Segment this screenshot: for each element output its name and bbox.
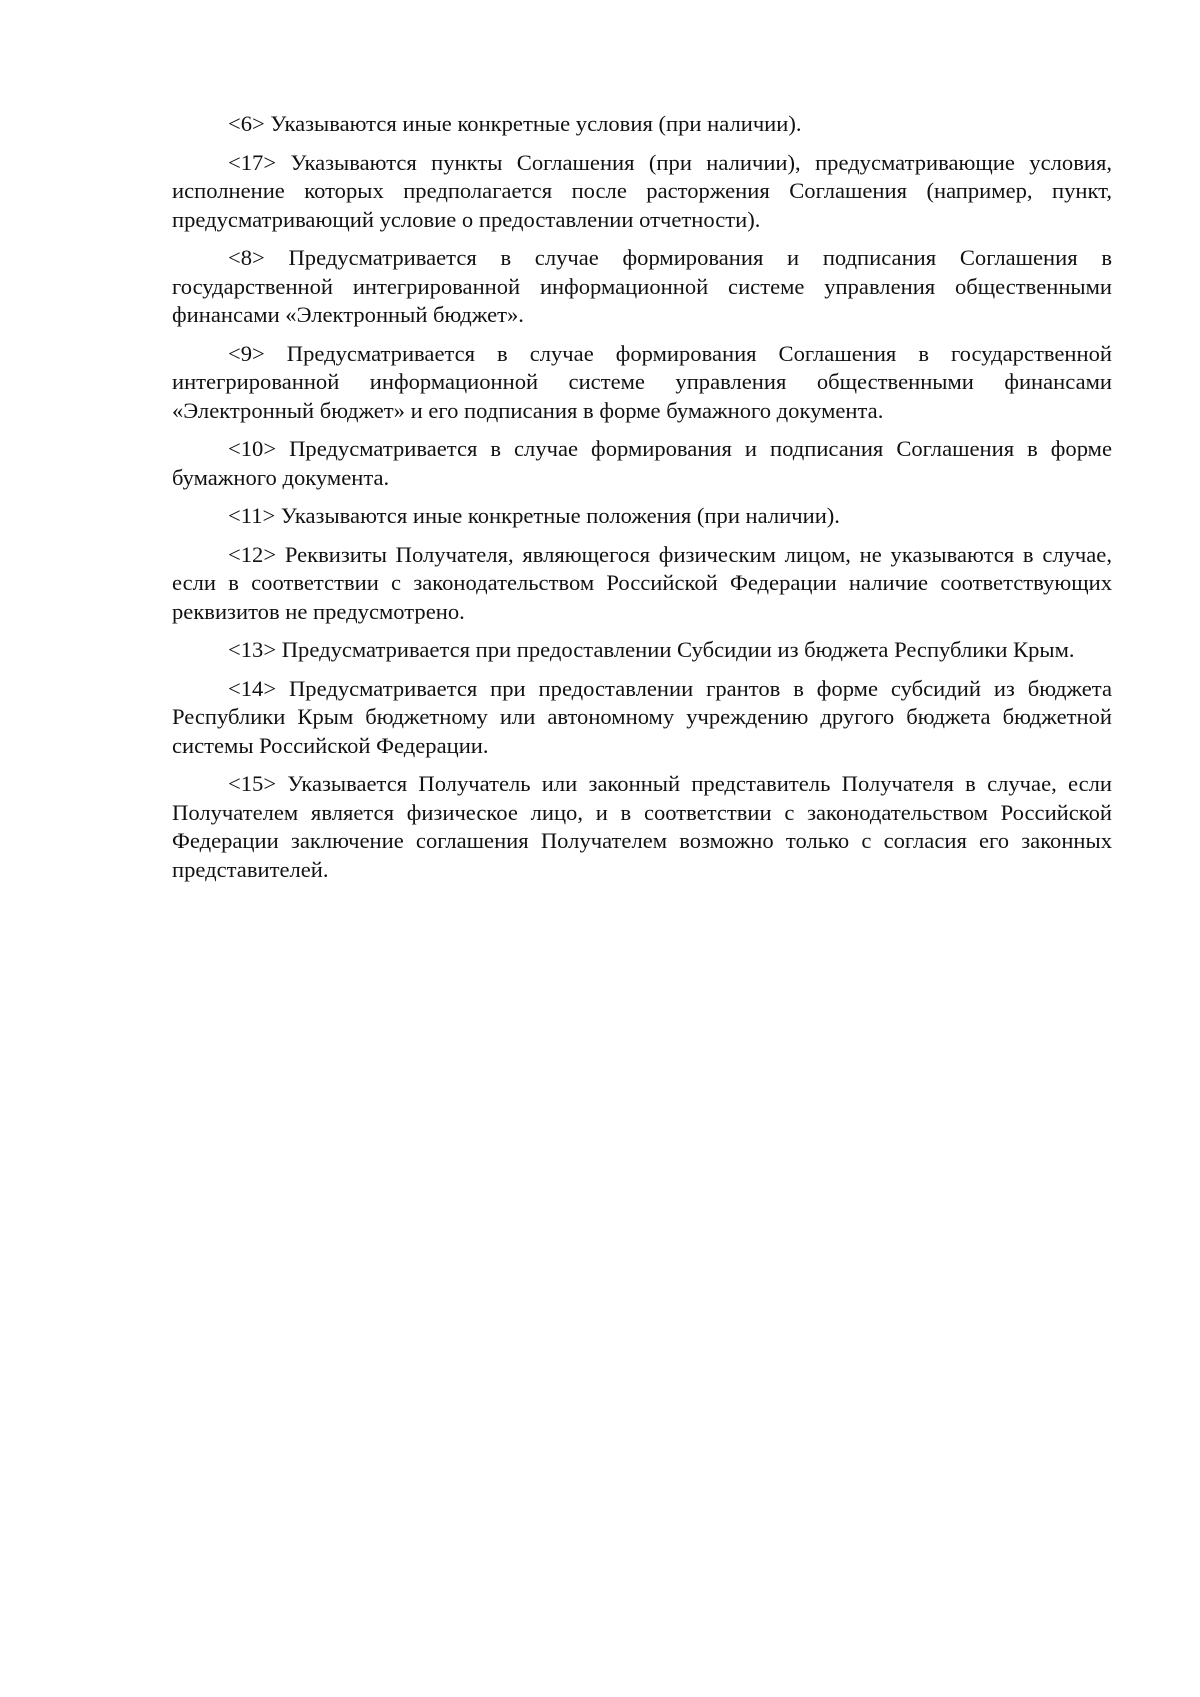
- footnote-11: <11> Указываются иные конкретные положения (при наличии).: [228, 503, 840, 528]
- footnote-15: <15> Указывается Получатель или законный представитель Получателя в случае, если Получателем является физическое лицо, и в соответствии с законодательством Российской Федерации заключение соглашения Получателем возможно только с согласия его законных представителей.: [172, 771, 1112, 882]
- footnote-9: <9> Предусматривается в случае формирования Соглашения в государственной интегрированной информационной системе управления общественными финансами «Электронный бюджет» и его подписания в форме бумажного документа.: [172, 340, 1112, 423]
- footnotes-list: [172, 110, 1112, 894]
- footnote-17: <17> Указываются пункты Соглашения (при наличии), предусматривающие условия, исполнение которых предполагается после расторжения Соглашения (например, пункт, предусматривающий условие о предоставлении отчетности).: [172, 149, 1112, 232]
- footnote-8: <8> Предусматривается в случае формирования и подписания Соглашения в государственной интегрированной информационной системе управления общественными финансами «Электронный бюджет».: [172, 245, 1112, 327]
- footnote-13: <13> Предусматривается при предоставлении Субсидии из бюджета Республики Крым.: [228, 637, 1075, 662]
- footnote-6: <6> Указываются иные конкретные условия (при наличии).: [228, 111, 802, 136]
- footnote-12: <12> Реквизиты Получателя, являющегося физическим лицом, не указываются в случае, если в соответствии с законодательством Российской Федерации наличие соответствующих реквизитов не предусмотрено.: [172, 541, 1112, 624]
- footnote-14: <14> Предусматривается при предоставлении грантов в форме субсидий из бюджета Республики Крым бюджетному или автономному учреждению другого бюджета бюджетной системы Российской Федерации.: [172, 675, 1112, 758]
- footnote-10: <10> Предусматривается в случае формирования и подписания Соглашения в форме бумажного документа.: [172, 436, 1112, 490]
